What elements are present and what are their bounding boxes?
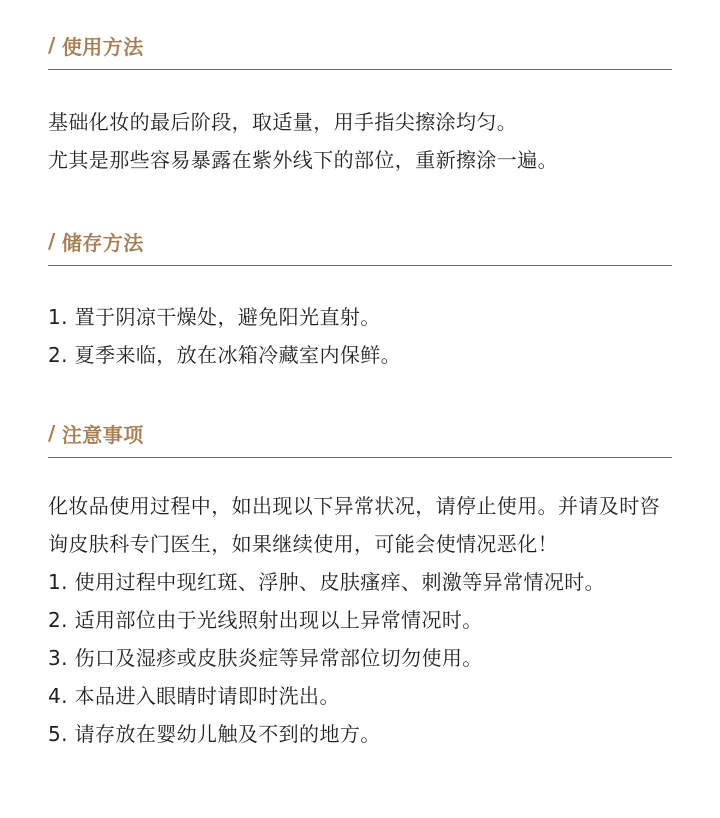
notes-intro-paragraph: 化妆品使用过程中，如出现以下异常状况，请停止使用。并请及时咨询皮肤科专门医生，如果继续使用，可能会使情况恶化！ — [48, 494, 660, 556]
notes-divider — [48, 457, 672, 458]
usage-section — [48, 30, 672, 179]
storage-section-title: 储存方法 — [61, 230, 144, 255]
notes-list-item: 3. 伤口及湿疹或皮肤炎症等异常部位切勿使用。 — [48, 646, 483, 670]
usage-line: 基础化妆的最后阶段，取适量，用手指尖擦涂均匀。 — [48, 110, 518, 134]
notes-body — [48, 487, 672, 753]
notes-section-title: 注意事项 — [61, 422, 144, 447]
storage-section — [48, 226, 672, 374]
storage-slash-mark: / — [48, 229, 56, 253]
notes-list-item: 1. 使用过程中现红斑、浮肿、皮肤瘙痒、刺激等异常情况时。 — [48, 570, 606, 594]
notes-list-item: 5. 请存放在婴幼儿触及不到的地方。 — [48, 722, 381, 746]
usage-line: 尤其是那些容易暴露在紫外线下的部位，重新擦涂一遍。 — [48, 148, 558, 172]
usage-slash-mark: / — [48, 33, 56, 57]
usage-section-header — [48, 30, 672, 60]
storage-section-header — [48, 226, 672, 256]
usage-section-title: 使用方法 — [61, 34, 144, 59]
notes-list-item: 4. 本品进入眼睛时请即时洗出。 — [48, 684, 340, 708]
notes-section-header — [48, 418, 672, 448]
storage-body — [48, 298, 672, 374]
usage-body — [48, 103, 672, 179]
notes-list-item: 2. 适用部位由于光线照射出现以上异常情况时。 — [48, 608, 483, 632]
notes-section — [48, 418, 672, 753]
storage-divider — [48, 265, 672, 266]
storage-list-item: 2. 夏季来临，放在冰箱冷藏室内保鲜。 — [48, 343, 402, 367]
usage-divider — [48, 69, 672, 70]
storage-list-item: 1. 置于阴凉干燥处，避免阳光直射。 — [48, 305, 381, 329]
notes-slash-mark: / — [48, 421, 56, 445]
